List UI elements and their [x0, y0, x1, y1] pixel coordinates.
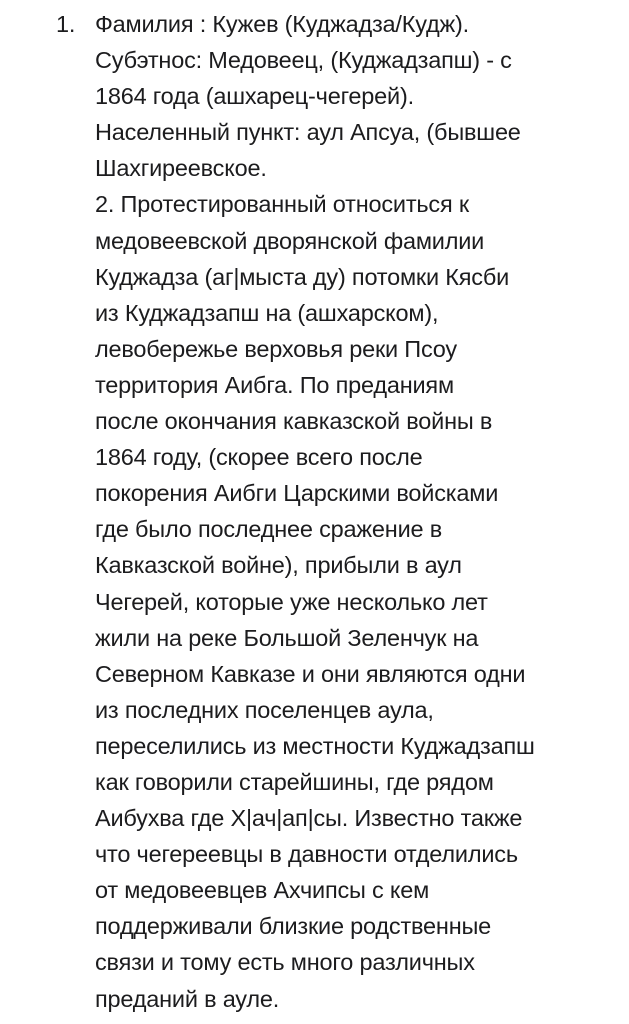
- text-line: из последних поселенцев аула,: [95, 696, 434, 723]
- text-line: Шахгиреевское.: [95, 155, 267, 182]
- text-line: Фамилия : Кужев (Куджадза/Кудж).: [95, 11, 469, 37]
- text-line: жили на реке Большой Зеленчук на: [95, 624, 479, 651]
- text-line: Аибухва где Х|ач|ап|сы. Известно также: [95, 805, 523, 832]
- text-line: от медовеевцев Ахчипсы с кем: [95, 877, 430, 904]
- text-line: покорения Аибги Царскими войсками: [95, 480, 499, 507]
- text-line: Кавказской войне), прибыли в аул: [95, 552, 462, 579]
- text-line: Населенный пункт: аул Апсуа, (бывшее: [95, 119, 521, 146]
- text-line: преданий в ауле.: [95, 985, 280, 1012]
- text-line: из Куджадзапш на (ашхарском),: [95, 299, 439, 326]
- text-line: 2. Протестированный относиться к: [95, 191, 469, 218]
- text-line: переселились из местности Куджадзапш: [95, 732, 535, 759]
- text-line: Субэтнос: Медовеец, (Куджадзапш) - с: [95, 47, 512, 74]
- text-line: что чегереевцы в давности отделились: [95, 841, 518, 868]
- text-line: где было последнее сражение в: [95, 516, 442, 543]
- text-line: территория Аибга. По преданиям: [95, 371, 454, 398]
- text-line: поддерживали близкие родственные: [95, 913, 492, 940]
- text-line: Чегерей, которые уже несколько лет: [95, 588, 488, 615]
- text-line: Куджадза (аг|мыста ду) потомки Кясби: [95, 263, 510, 290]
- text-line: 1864 года (ашхарец-чегерей).: [95, 83, 414, 110]
- text-line: 1864 году, (скорее всего после: [95, 444, 423, 471]
- text-line: как говорили старейшины, где рядом: [95, 768, 494, 795]
- text-line: медовеевской дворянской фамилии: [95, 227, 485, 254]
- text-line: Северном Кавказе и они являются одни: [95, 660, 526, 687]
- list-marker: 1.: [56, 11, 76, 37]
- text-line: после окончания кавказской войны в: [95, 408, 493, 435]
- text-line: связи и тому есть много различных: [95, 949, 475, 976]
- text-line: левобережье верховья реки Псоу: [95, 335, 457, 362]
- document-text: [95, 6, 615, 1017]
